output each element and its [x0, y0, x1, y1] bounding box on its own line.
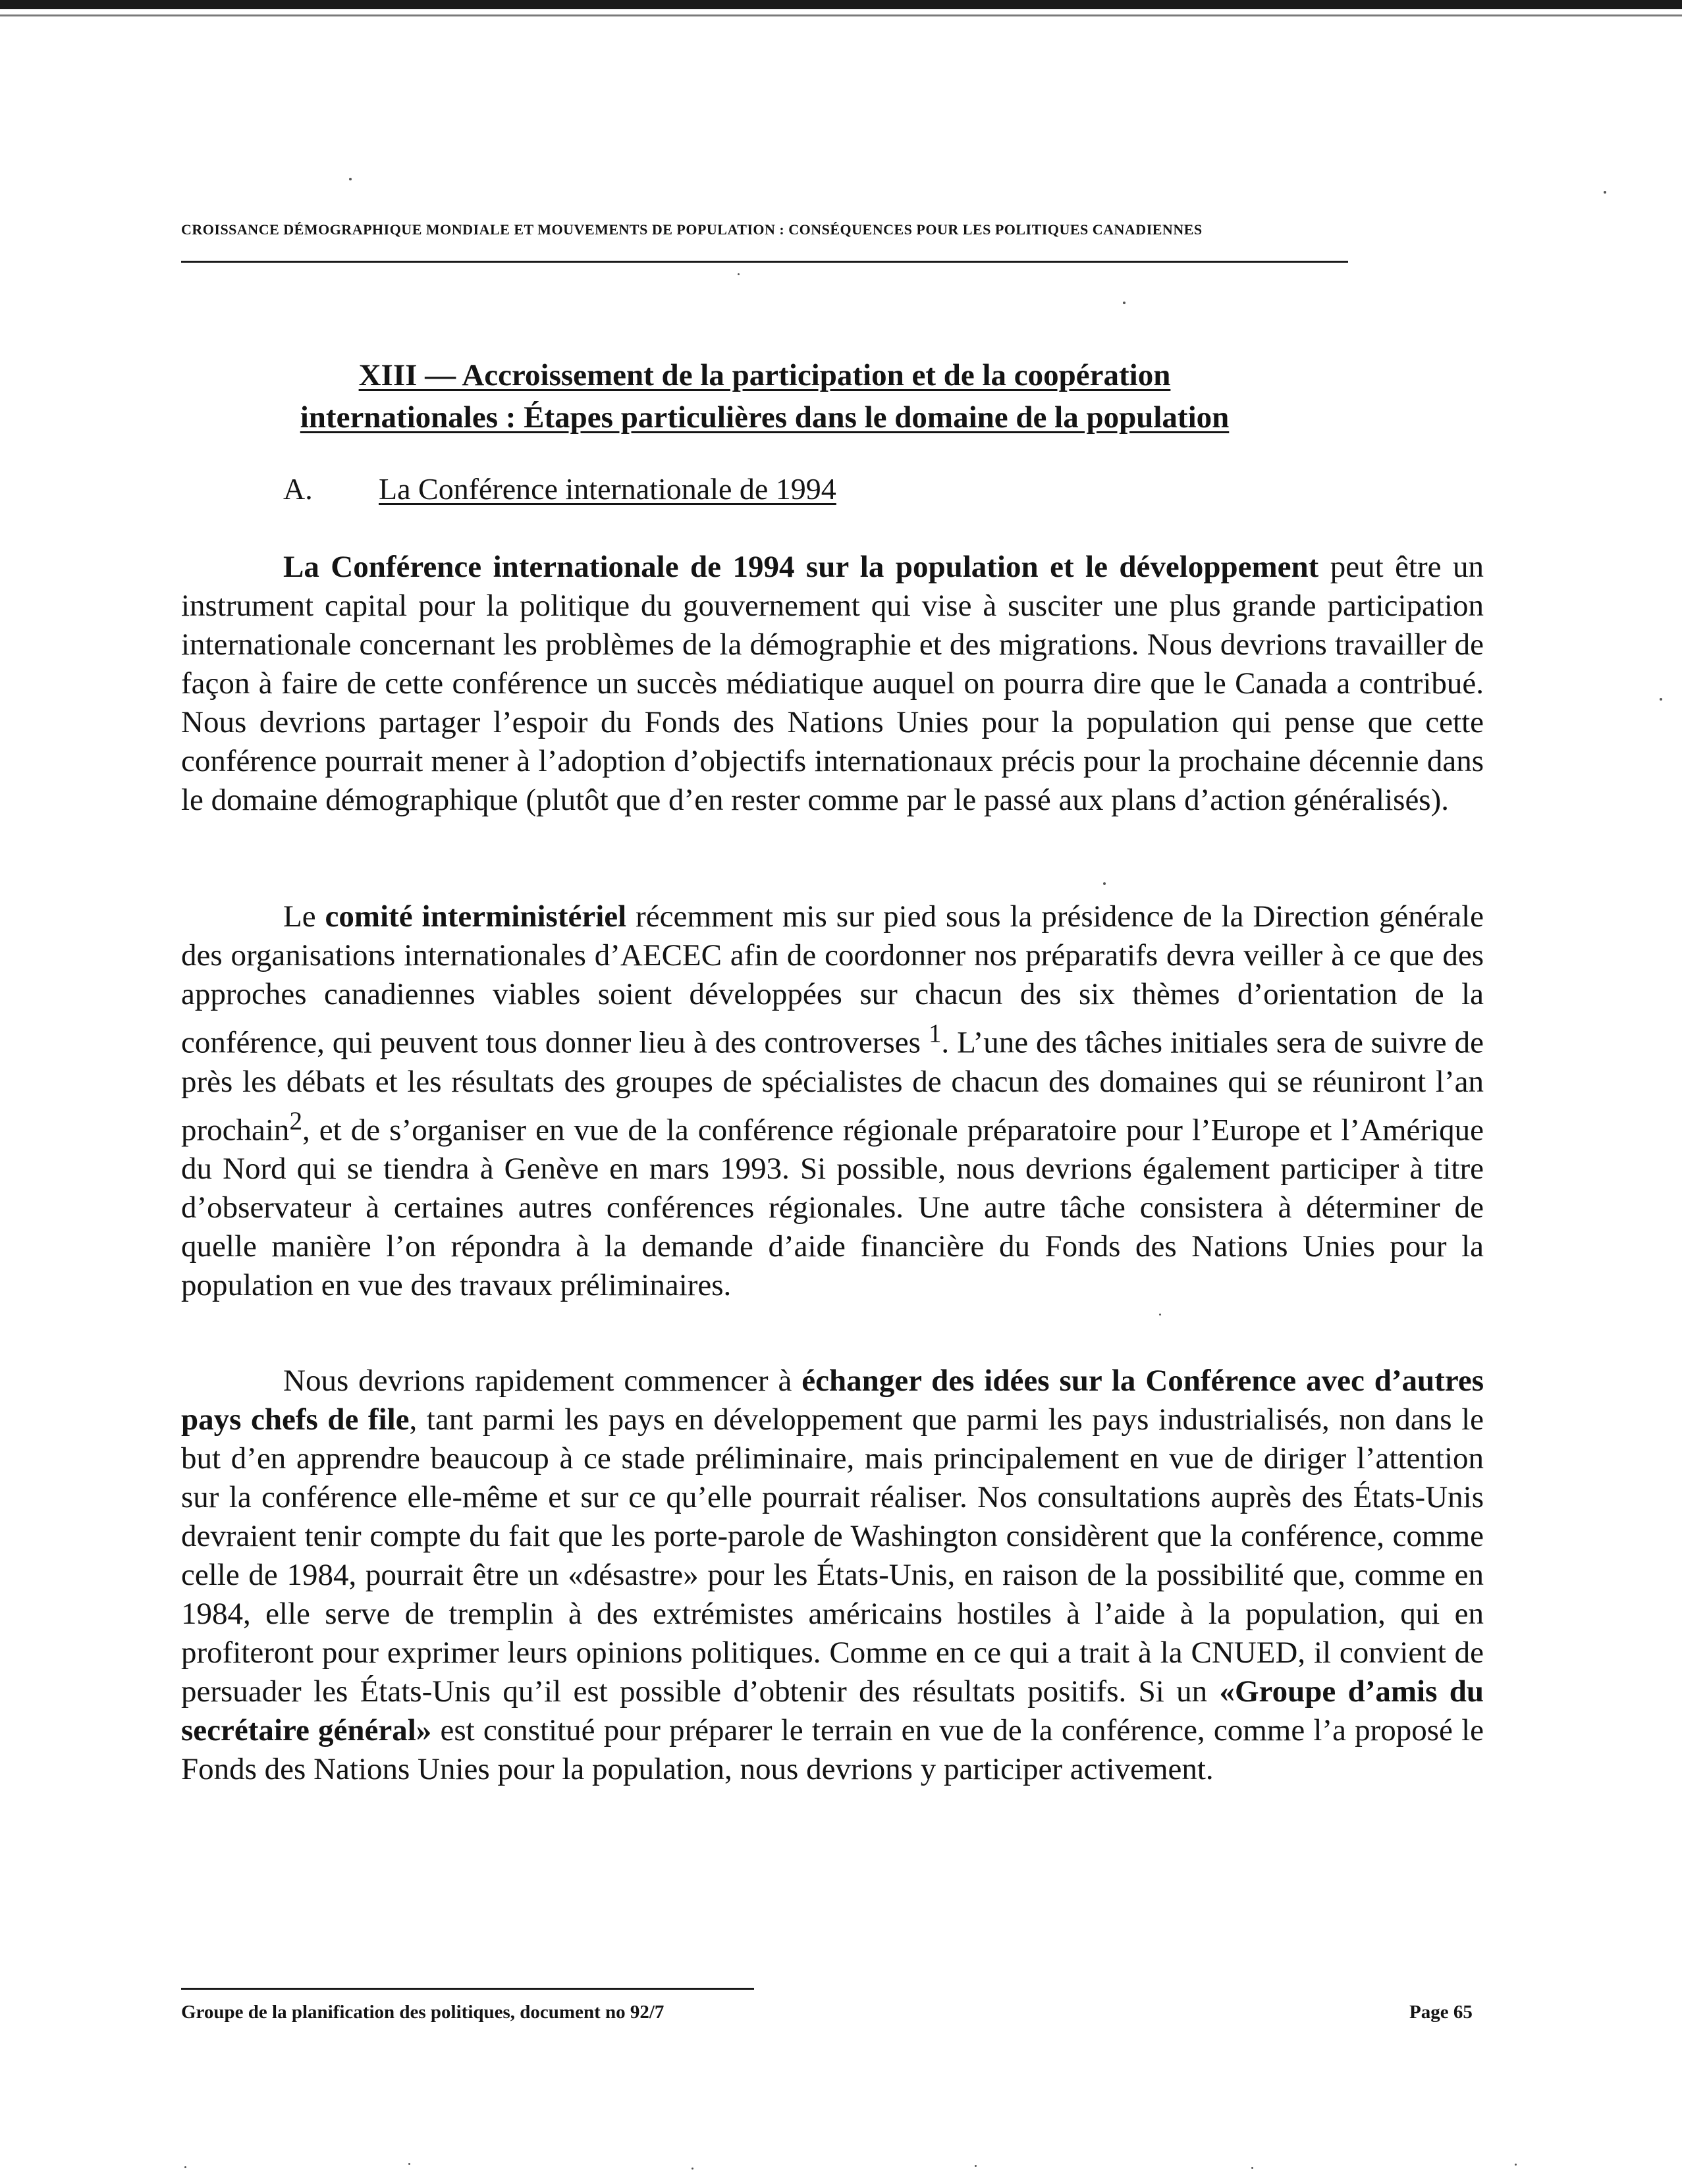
subsection-title: La Conférence internationale de 1994	[379, 472, 836, 506]
subsection-heading	[283, 471, 836, 506]
scan-speck	[1251, 2167, 1253, 2169]
scan-speck	[1159, 1314, 1161, 1316]
scan-speck	[1660, 698, 1662, 701]
paragraph-3-text-b: est constitué pour préparer le terrain en vue de la conférence, comme l’a proposé le Fonds des Nations Unies pour la population, nous devrions y participer activement.	[181, 1713, 1484, 1786]
scan-speck	[1515, 2164, 1517, 2166]
header-rule	[181, 261, 1348, 263]
section-title	[181, 354, 1348, 439]
paragraph-2-text-c: , et de s’organiser en vue de la conférence régionale préparatoire pour l’Europe et l’Amérique du Nord qui se tiendra à Genève en mars 1993. Si possible, nous devrions également participer à titre d’observateur à certaines autres conférences régionales. Une autre tâche consistera à déterminer de quelle manière l’on répondra à la demande d’aide financière du Fonds des Nations Unies pour la population en vue des travaux préliminaires.	[181, 1113, 1484, 1303]
paragraph-3-bold-1: échanger des idées sur la Conférence avec d’autres pays chefs de file	[181, 1364, 1484, 1437]
paragraph-3-bold-2: «Groupe d’amis du secrétaire général»	[181, 1674, 1484, 1747]
paragraph-2-lead: Le	[283, 899, 325, 934]
scan-top-edge	[0, 0, 1682, 9]
paragraph-3-lead: Nous devrions rapidement commencer à	[283, 1364, 802, 1398]
subsection-letter: A.	[283, 472, 313, 506]
page-number: Page 65	[1409, 2002, 1473, 2023]
paragraph-1-text: peut être un instrument capital pour la politique du gouvernement qui vise à susciter une plus grande participation internationale concernant les problèmes de la démographie et des migrations. Nous devrions travailler de façon à faire de cette conférence un succès médiatique auquel on pourra dire que le Canada a contribué. Nous devrions partager l’espoir du Fonds des Nations Unies pour la population qui pense que cette conférence pourrait mener à l’adoption d’objectifs internationaux précis pour la prochaine décennie dans le domaine démographique (plutôt que d’en rester comme par le passé aux plans d’action généralisés).	[181, 550, 1484, 817]
section-title-line-1: XIII — Accroissement de la participation et de la coopération	[358, 358, 1171, 392]
footnote-ref-2: 2	[289, 1106, 303, 1135]
scan-top-edge-thin	[0, 14, 1682, 16]
scan-speck	[184, 2166, 186, 2168]
scan-speck	[1604, 191, 1606, 194]
footer-rule	[181, 1988, 754, 1990]
paragraph-2	[181, 897, 1484, 1305]
paragraph-3-text-a: , tant parmi les pays en développement que parmi les pays industrialisés, non dans le but d’en apprendre beaucoup à ce stade préliminaire, mais principalement en vue de diriger l’attention sur la conférence elle-même et sur ce qu’elle pourrait réaliser. Nos consultations auprès des États-Unis devraient tenir compte du fait que les porte-parole de Washington considèrent que la conférence, comme celle de 1984, pourrait être un «désastre» pour les États-Unis, en raison de la possibilité que, comme en 1984, elle serve de tremplin à des extrémistes américains hostiles à l’aide à la population, qui en profiteront pour exprimer leurs opinions politiques. Comme en ce qui a trait à la CNUED, il convient de persuader les États-Unis qu’il est possible d’obtenir des résultats positifs. Si un	[181, 1402, 1484, 1709]
paragraph-1	[181, 548, 1484, 820]
paragraph-1-bold-lead: La Conférence internationale de 1994 sur la population et le développement	[283, 550, 1319, 584]
paragraph-3	[181, 1362, 1484, 1789]
paragraph-2-bold: comité interministériel	[325, 899, 627, 934]
paragraph-2-text-b: . L’une des tâches initiales sera de suivre de près les débats et les résultats des groupes de spécialistes de chacun des domaines qui se réuniront l’an prochain	[181, 1025, 1484, 1148]
scan-speck	[349, 178, 352, 180]
scan-speck	[408, 2163, 410, 2165]
running-header: CROISSANCE DÉMOGRAPHIQUE MONDIALE ET MOUVEMENTS DE POPULATION : CONSÉQUENCES POUR LES POLITIQUES CANADIENNES	[181, 221, 1203, 238]
paragraph-2-text-a: récemment mis sur pied sous la présidence de la Direction générale des organisations internationales d’AECEC afin de coordonner nos préparatifs devra veiller à ce que des approches canadiennes viables soient développées sur chacun des six thèmes d’orientation de la conférence, qui peuvent tous donner lieu à des controverses	[181, 899, 1484, 1060]
scan-speck	[692, 2168, 693, 2170]
scan-speck	[738, 273, 740, 275]
scan-speck	[1103, 882, 1106, 885]
scan-speck	[1123, 302, 1126, 304]
footer-source: Groupe de la planification des politiques, document no 92/7	[181, 2002, 665, 2023]
scan-speck	[975, 2165, 977, 2167]
section-title-line-2: internationales : Étapes particulières dans le domaine de la population	[300, 400, 1230, 435]
footnote-ref-1: 1	[928, 1019, 942, 1048]
